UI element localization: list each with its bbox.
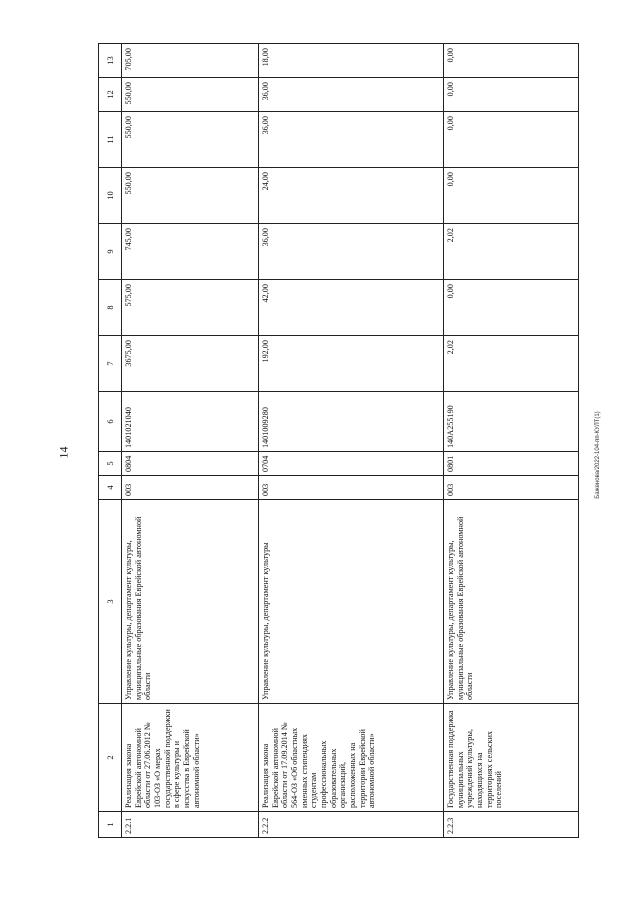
target-article-code: 1401009280 [259,392,444,452]
measure-name: Реализация закона Еврейской автономной области от 17.09.2014 № 564-ОЗ «Об областных именных стипендиях студентам профессиональных образовательных организаций, расположенных на территории Еврейской автономной области» [259,704,444,812]
amount-cell: 550,00 [122,168,259,224]
measure-name: Государственная поддержка муниципальных учреждений культуры, находящихся на территориях сельских поселений [444,704,579,812]
table-row [259,44,444,838]
budget-code: 003 [122,476,259,500]
header-cell: 8 [99,280,122,336]
amount-cell: 36,00 [259,224,444,280]
budget-code: 003 [444,476,579,500]
measure-name: Реализация закона Еврейской автономной области от 27.06.2012 № 103-ОЗ «О мерах государственной поддержки в сфере культуры и искусства в Еврейской автономной области» [122,704,259,812]
budget-table-container [98,48,594,838]
header-cell: 4 [99,476,122,500]
page-number: 14 [56,446,71,459]
responsible-executor: Управление культуры, департамент культуры, муниципальные образования Еврейской автономной области [444,500,579,704]
header-cell: 5 [99,452,122,476]
document-code: Баженова/2022-104-пп-КУЛТ(1) [595,411,601,499]
amount-cell: 2,02 [444,224,579,280]
target-article-code: 1401021040 [122,392,259,452]
amount-cell: 705,00 [122,44,259,78]
amount-cell: 0,00 [444,168,579,224]
amount-cell: 745,00 [122,224,259,280]
amount-cell: 0,00 [444,280,579,336]
responsible-executor: Управление культуры, департамент культуры, муниципальные образования Еврейской автономной области [122,500,259,704]
amount-cell: 0,00 [444,112,579,168]
row-number: 2.2.3 [444,812,579,838]
header-cell: 12 [99,78,122,112]
header-cell: 9 [99,224,122,280]
section-code: 0704 [259,452,444,476]
amount-cell: 0,00 [444,44,579,78]
amount-cell: 36,00 [259,112,444,168]
header-cell: 1 [99,812,122,838]
header-cell: 10 [99,168,122,224]
amount-cell: 36,00 [259,78,444,112]
header-cell: 3 [99,500,122,704]
header-cell: 13 [99,44,122,78]
table-row [122,44,259,838]
header-cell: 2 [99,704,122,812]
amount-cell: 0,00 [444,78,579,112]
table-row [444,44,579,838]
target-article-code: 140A255190 [444,392,579,452]
amount-cell: 192,00 [259,336,444,392]
row-number: 2.2.1 [122,812,259,838]
header-cell: 7 [99,336,122,392]
responsible-executor: Управление культуры, департамент культуры [259,500,444,704]
header-row [99,44,122,838]
header-cell: 6 [99,392,122,452]
budget-code: 003 [259,476,444,500]
header-cell: 11 [99,112,122,168]
budget-table [98,43,579,838]
amount-cell: 42,00 [259,280,444,336]
amount-cell: 575,00 [122,280,259,336]
amount-cell: 550,00 [122,112,259,168]
amount-cell: 2,02 [444,336,579,392]
row-number: 2.2.2 [259,812,444,838]
amount-cell: 24,00 [259,168,444,224]
amount-cell: 18,00 [259,44,444,78]
section-code: 0801 [444,452,579,476]
amount-cell: 3675,00 [122,336,259,392]
section-code: 0804 [122,452,259,476]
amount-cell: 550,00 [122,78,259,112]
